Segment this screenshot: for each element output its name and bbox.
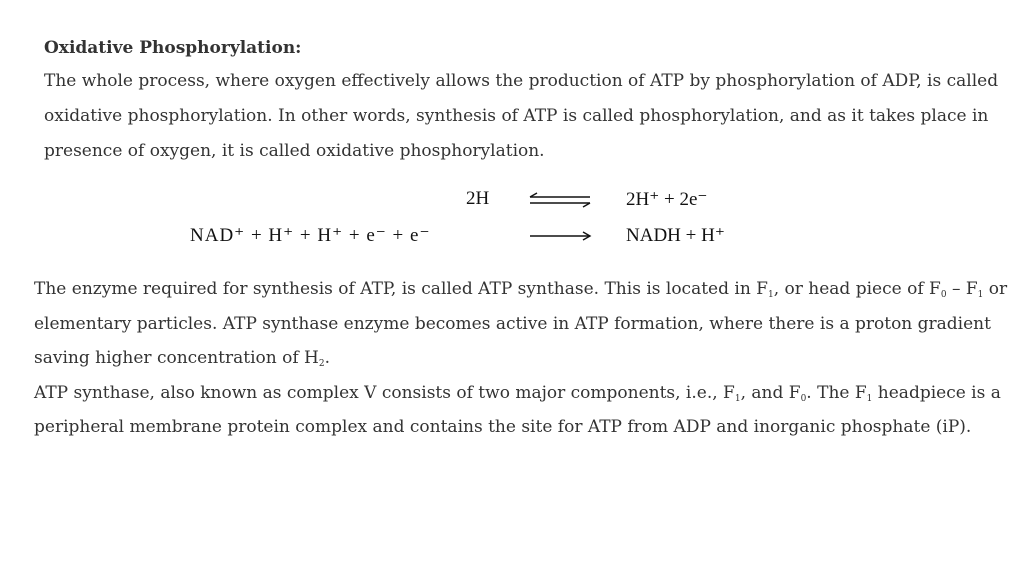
- reversible-arrow-icon: [528, 188, 592, 212]
- body-text: [34, 272, 1014, 445]
- intro-paragraph: The whole process, where oxygen effectively allows the production of ATP by phosphorylation of ADP, is called oxidative phosphorylation. In other words, synthesis of ATP is called phosphorylation, and as it takes place in presence of oxygen, it is called oxidative phosphorylation.: [44, 71, 999, 161]
- equations-block: [190, 184, 810, 254]
- equation-lhs: 2H: [466, 188, 490, 209]
- equation-lhs: NAD⁺ + H⁺ + H⁺ + e⁻ + e⁻: [190, 225, 431, 246]
- atp-synthase-paragraph: The enzyme required for synthesis of ATP, is called ATP synthase. This is located in $F_1$, or head piece of $F_0 - F_1$ or elementary particles. ATP synthase enzyme becomes active in ATP formation, where there is a proton gradient saving higher concentration of $H_2$.: [34, 279, 1008, 369]
- equation-rhs: NADH + H⁺: [626, 225, 725, 246]
- section-heading: Oxidative Phosphorylation:: [44, 38, 302, 58]
- equation-rhs: 2H⁺ + 2e⁻: [626, 189, 708, 210]
- forward-arrow-icon: [528, 224, 592, 248]
- complex-v-paragraph: ATP synthase, also known as complex V consists of two major components, i.e., $F_1$, and $F_0$. The $F_1$ headpiece is a peripheral membrane protein complex and contains the site for ATP from ADP and inorganic phosphate (iP).: [34, 382, 1001, 437]
